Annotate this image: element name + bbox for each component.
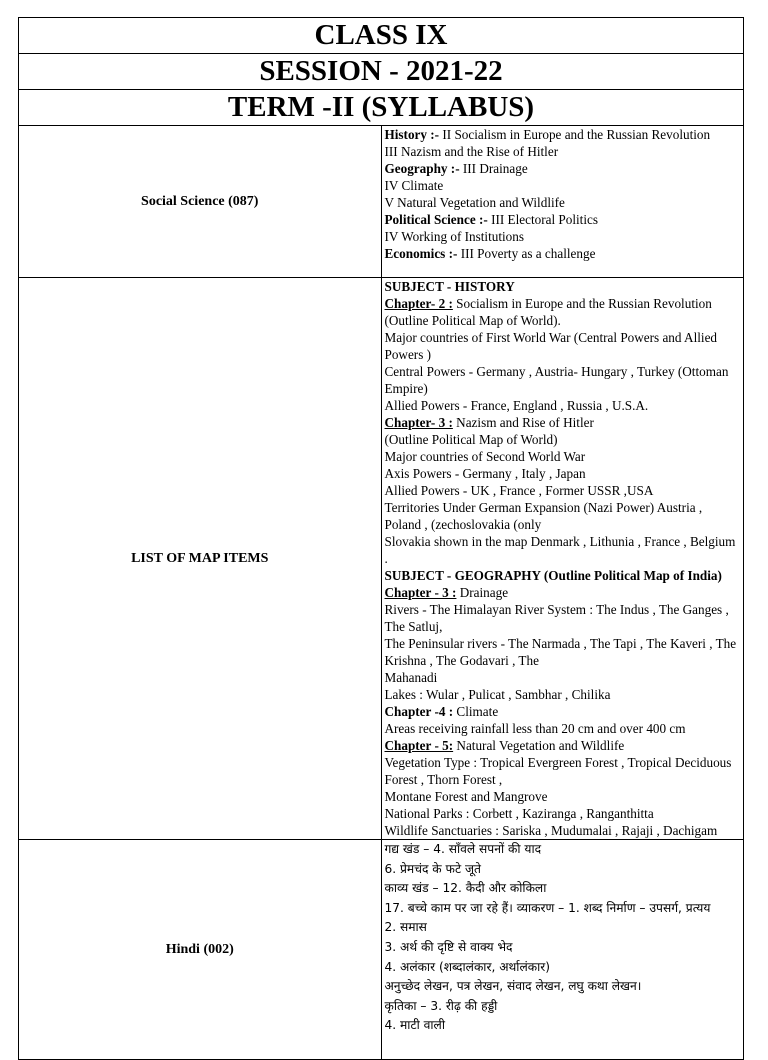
hindi-content [381, 840, 744, 1060]
syllabus-line [385, 414, 742, 431]
line-text: Slovakia shown in the map Denmark , Lithunia , France , Belgium . [384, 534, 736, 566]
line-label: Political Science :- [384, 212, 488, 227]
line-text: Major countries of First World War (Central Powers and Allied Powers ) [384, 330, 718, 362]
syllabus-line [385, 465, 742, 482]
syllabus-line [385, 669, 742, 686]
line-text: II Socialism in Europe and the Russian Revolution [439, 127, 711, 142]
term-title: TERM -II (SYLLABUS) [19, 90, 744, 126]
syllabus-line [385, 177, 742, 194]
line-text: Climate [453, 704, 499, 719]
line-text: Axis Powers - Germany , Italy , Japan [384, 466, 586, 481]
line-label: Chapter - 5: [384, 738, 454, 753]
syllabus-line [385, 160, 742, 177]
line-text: IV Climate [384, 178, 444, 193]
line-label: SUBJECT - HISTORY [384, 279, 515, 294]
syllabus-sheet [18, 17, 744, 1060]
line-text: Allied Powers - France, England , Russia , U.S.A. [384, 398, 649, 413]
header-row-class [19, 18, 744, 54]
syllabus-line [385, 363, 742, 397]
line-text: Territories Under German Expansion (Nazi Power) Austria , Poland , (zechoslovakia (only [384, 500, 703, 532]
hindi-line: 2. समास [384, 920, 427, 935]
syllabus-line [385, 499, 742, 533]
syllabus-line [385, 686, 742, 703]
line-text: III Nazism and the Rise of Hitler [384, 144, 559, 159]
class-title: CLASS IX [19, 18, 744, 54]
syllabus-line [385, 278, 742, 295]
line-text: Natural Vegetation and Wildlife [453, 738, 625, 753]
subject-map-items: LIST OF MAP ITEMS [19, 278, 382, 840]
syllabus-line [385, 431, 742, 448]
line-label: SUBJECT - GEOGRAPHY (Outline Political Map of India) [384, 568, 722, 583]
syllabus-line [385, 754, 742, 788]
line-text: Areas receiving rainfall less than 20 cm and over 400 cm [384, 721, 686, 736]
line-label: Chapter- 3 : [384, 415, 453, 430]
hindi-line: 3. अर्थ की दृष्टि से वाक्य भेद [384, 939, 513, 954]
line-text: Wildlife Sanctuaries : Sariska , Mudumalai , Rajaji , Dachigam [384, 823, 718, 838]
line-label: Economics :- [384, 246, 458, 261]
line-label: Geography :- [384, 161, 460, 176]
syllabus-line [385, 397, 742, 414]
hindi-line: 17. बच्चे काम पर जा रहे हैं। व्याकरण – 1. शब्द निर्माण – उपसर्ग, प्रत्यय [384, 900, 711, 915]
syllabus-line [385, 601, 742, 635]
line-text: V Natural Vegetation and Wildlife [384, 195, 565, 210]
line-text: (Outline Political Map of World) [384, 432, 558, 447]
syllabus-line [385, 482, 742, 499]
syllabus-line [385, 126, 742, 143]
line-text: Allied Powers - UK , France , Former USSR ,USA [384, 483, 654, 498]
syllabus-line [385, 448, 742, 465]
line-text: Major countries of Second World War [384, 449, 586, 464]
subject-social-science: Social Science (087) [19, 126, 382, 278]
syllabus-line [385, 295, 742, 329]
syllabus-line [385, 703, 742, 720]
social-science-row [19, 126, 744, 278]
line-text: IV Working of Institutions [384, 229, 524, 244]
hindi-line: 6. प्रेमचंद के फटे जूते [384, 861, 481, 876]
syllabus-line [385, 143, 742, 160]
hindi-line: 4. माटी वाली [384, 1018, 445, 1033]
syllabus-line [385, 805, 742, 822]
session-title: SESSION - 2021-22 [19, 54, 744, 90]
syllabus-line [385, 720, 742, 737]
syllabus-line [385, 245, 742, 262]
syllabus-line [385, 228, 742, 245]
syllabus-line [385, 635, 742, 669]
line-text: The Peninsular rivers - The Narmada , The Tapi , The Kaveri , The Krishna , The Godavari , The [384, 636, 737, 668]
syllabus-line [385, 584, 742, 601]
syllabus-table [18, 17, 744, 1060]
subject-hindi: Hindi (002) [19, 840, 382, 1060]
map-items-content [381, 278, 744, 840]
header-row-term [19, 90, 744, 126]
line-text: National Parks : Corbett , Kaziranga , Ranganthitta [384, 806, 654, 821]
line-text: III Electoral Politics [487, 212, 598, 227]
line-text: Lakes : Wular , Pulicat , Sambhar , Chilika [384, 687, 611, 702]
line-label: Chapter- 2 : [384, 296, 453, 311]
line-text: III Poverty as a challenge [457, 246, 596, 261]
hindi-line: कृतिका – 3. रीढ़ की हड्डी [384, 998, 498, 1013]
line-label: Chapter - 3 : [384, 585, 457, 600]
line-text: Mahanadi [384, 670, 438, 685]
hindi-line: अनुच्छेद लेखन, पत्र लेखन, संवाद लेखन, लघु कथा लेखन। [384, 979, 642, 994]
line-text: Vegetation Type : Tropical Evergreen Forest , Tropical Deciduous Forest , Thorn Forest , [384, 755, 732, 787]
syllabus-line [385, 567, 742, 584]
line-text: III Drainage [459, 161, 528, 176]
header-row-session [19, 54, 744, 90]
syllabus-line [385, 788, 742, 805]
map-items-row [19, 278, 744, 840]
syllabus-line [385, 211, 742, 228]
syllabus-line [385, 194, 742, 211]
line-label: History :- [384, 127, 440, 142]
syllabus-line [385, 737, 742, 754]
social-science-content [381, 126, 744, 278]
hindi-row [19, 840, 744, 1060]
line-text: Nazism and Rise of Hitler [452, 415, 594, 430]
syllabus-line [385, 533, 742, 567]
line-text: Socialism in Europe and the Russian Revolution (Outline Political Map of World). [384, 296, 712, 328]
syllabus-line [385, 822, 742, 839]
hindi-line: काव्य खंड – 12. कैदी और कोकिला [384, 881, 547, 896]
line-text: Rivers - The Himalayan River System : The Indus , The Ganges , The Satluj, [384, 602, 729, 634]
line-text: Montane Forest and Mangrove [384, 789, 548, 804]
line-label: Chapter -4 : [384, 704, 454, 719]
line-text: Central Powers - Germany , Austria- Hungary , Turkey (Ottoman Empire) [384, 364, 729, 396]
line-text: Drainage [456, 585, 509, 600]
syllabus-line [385, 329, 742, 363]
hindi-line: 4. अलंकार (शब्दालंकार, अर्थालंकार) [384, 959, 550, 974]
hindi-line: गद्य खंड – 4. साँवले सपनों की याद [384, 842, 542, 856]
